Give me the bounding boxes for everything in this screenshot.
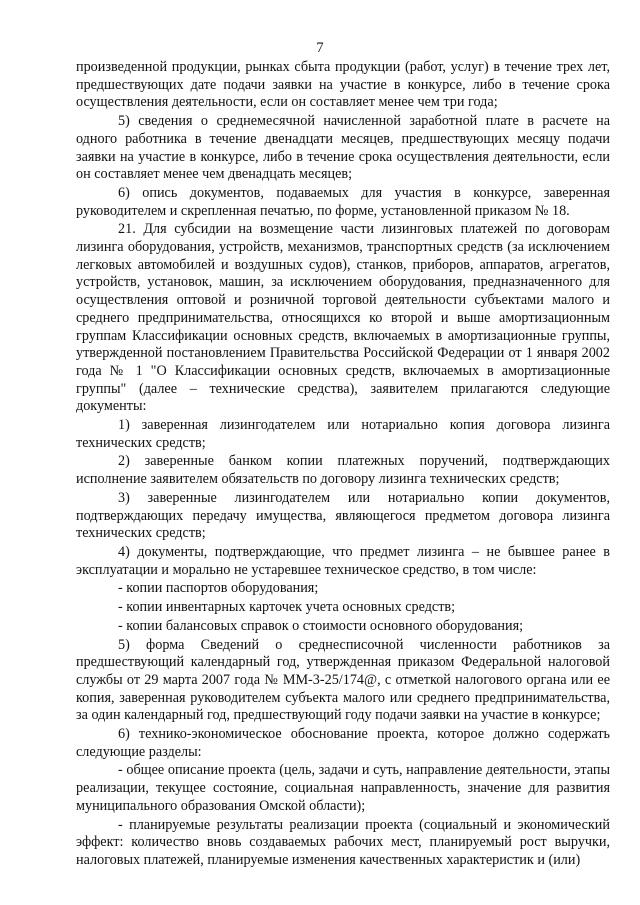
paragraph-item-1-lease-contract: 1) заверенная лизингодателем или нотариально копия договора лизинга технических средств;	[76, 417, 610, 451]
paragraph-item-5-headcount: 5) форма Сведений о среднесписочной численности работников за предшествующий календарный год, утвержденная приказом Федеральной налоговой службы от 29 марта 2007 года № ММ-3-25/174@, с отметкой налогового органа или ее копия, заверенная руководителем субъекта малого или среднего предпринимательства, за один календарный год, предшествующий году подачи заявки на участие в конкурсе;	[76, 636, 610, 724]
list-item-passports: - копии паспортов оборудования;	[118, 580, 319, 597]
paragraph-continuation: произведенной продукции, рынках сбыта продукции (работ, услуг) в течение трех лет, предшествующих дате подачи заявки на участие в конкурсе, либо в течение срока осуществления деятельности, если он составляет менее чем три года;	[76, 59, 610, 111]
paragraph-clause-21: 21. Для субсидии на возмещение части лизинговых платежей по договорам лизинга оборудования, устройств, механизмов, транспортных средств (за исключением легковых автомобилей и воздушных судов), станков, приборов, аппаратов, агрегатов, устройств, установок, машин, за исключением оборудования, предназначенного для осуществления оптовой и розничной торговой деятельности субъектами малого и среднего предпринимательства, относящихся ко второй и выше амортизационным группам Классификации основных средств, включаемых в амортизационные группы, утвержденной постановлением Правительства Российской Федерации от 1 января 2002 года № 1 "О Классификации основных средств, включаемых в амортизационные группы" (далее – технические средства), заявителем прилагаются следующие документы:	[76, 221, 610, 415]
paragraph-item-2-payment-orders: 2) заверенные банком копии платежных поручений, подтверждающих исполнение заявителем обязательств по договору лизинга технических средств;	[76, 453, 610, 488]
list-item-planned-results: - планируемые результаты реализации проекта (социальный и экономический эффект: количество вновь создаваемых рабочих мест, планируемый рост выручки, налоговых платежей, планируемые изменения качественных характеристик и (или)	[76, 816, 610, 868]
list-item-project-description: - общее описание проекта (цель, задачи и суть, направление деятельности, этапы реализации, текущее состояние, социальная направленность, значение для развития муниципального образования Омской области);	[76, 762, 610, 814]
paragraph-item-4-new-equipment: 4) документы, подтверждающие, что предмет лизинга – не бывшее ранее в эксплуатации и морально не устаревшее техническое средство, в том числе:	[76, 543, 610, 578]
page-number: 7	[316, 40, 324, 56]
list-item-balance-certificates: - копии балансовых справок о стоимости основного оборудования;	[118, 617, 524, 634]
paragraph-item-6-inventory: 6) опись документов, подаваемых для участия в конкурсе, заверенная руководителем и скрепленная печатью, по форме, установленной приказом № 18.	[76, 184, 610, 219]
paragraph-item-6-feasibility: 6) технико-экономическое обоснование проекта, которое должно содержать следующие разделы:	[76, 726, 610, 760]
document-body	[76, 59, 610, 871]
paragraph-item-3-transfer-docs: 3) заверенные лизингодателем или нотариально копии документов, подтверждающих передачу имущества, являющегося предметом договора лизинга технических средств;	[76, 489, 610, 542]
paragraph-item-5-salary: 5) сведения о среднемесячной начисленной заработной плате в расчете на одного работника в течение двенадцати месяцев, предшествующих месяцу подачи заявки на участие в конкурсе, либо в течение срока осуществления деятельности, если он составляет менее чем двенадцать месяцев;	[76, 113, 610, 183]
list-item-inventory-cards: - копии инвентарных карточек учета основных средств;	[118, 599, 456, 616]
